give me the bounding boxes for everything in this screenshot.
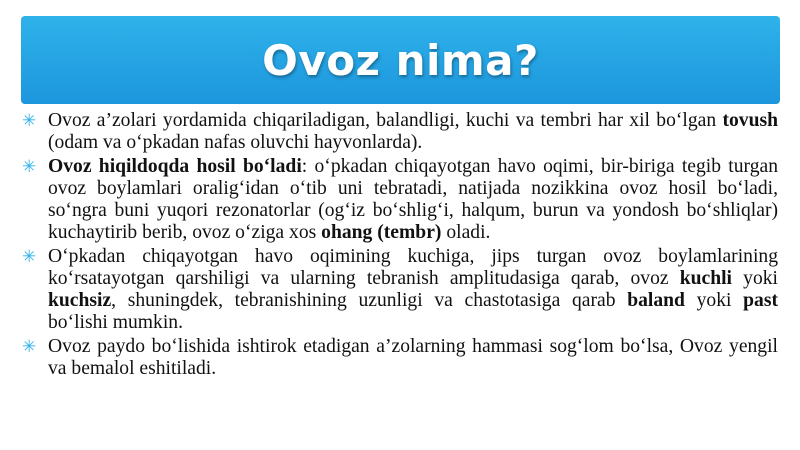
bold-term-baland: baland bbox=[627, 290, 685, 311]
bullet-item-1 bbox=[22, 110, 778, 154]
asterisk-bullet-icon: ✳ bbox=[22, 157, 37, 177]
bold-term-ohang: ohang (tembr) bbox=[321, 222, 442, 243]
bullet-text bbox=[48, 110, 778, 154]
bullet-list bbox=[22, 110, 778, 382]
text-segment: oladi. bbox=[441, 222, 491, 243]
text-segment: yoki bbox=[732, 268, 778, 289]
bullet-text bbox=[48, 156, 778, 244]
title-banner bbox=[21, 16, 780, 104]
bold-term-heading: Ovoz hiqildoqda hosil bo‘ladi bbox=[48, 156, 302, 177]
text-segment: (odam va o‘pkadan nafas oluvchi hayvonlarda). bbox=[48, 132, 423, 153]
bullet-text bbox=[48, 246, 778, 334]
bold-term-kuchsiz: kuchsiz bbox=[48, 290, 112, 311]
asterisk-bullet-icon: ✳ bbox=[22, 111, 37, 131]
bold-term-past: past bbox=[743, 290, 778, 311]
bullet-item-4 bbox=[22, 336, 778, 380]
text-segment: Ovoz paydo bo‘lishida ishtirok etadigan a’zolarning hammasi sog‘lom bo‘lsa, Ovoz yengil va bemalol eshitiladi. bbox=[48, 336, 778, 379]
text-segment: , shuningdek, tebranishining uzunligi va chastotasiga qarab bbox=[111, 290, 628, 311]
text-segment: Ovoz a’zolari yordamida chiqariladigan, balandligi, kuchi va tembri har xil bo‘lgan bbox=[48, 110, 723, 131]
asterisk-bullet-icon: ✳ bbox=[22, 247, 37, 267]
text-segment: yoki bbox=[684, 290, 744, 311]
bullet-item-2 bbox=[22, 156, 778, 244]
bold-term-kuchli: kuchli bbox=[679, 268, 732, 289]
text-segment: : o‘pkadan chiqayotgan havo oqimi, bir-biriga tegib turgan ovoz boylamlari oralig‘idan o‘tib uni tebratadi, natijada nozikkina ovoz hosil bo‘ladi, so‘ngra buni yuqori rezonatorlar (og‘iz bo‘shlig‘i, halqum, burun va yondosh bo‘shliqlar) kuchaytirib berib, ovoz o‘ziga xos bbox=[48, 156, 778, 243]
asterisk-bullet-icon: ✳ bbox=[22, 337, 37, 357]
bullet-text bbox=[48, 336, 778, 380]
bullet-item-3 bbox=[22, 246, 778, 334]
text-segment: bo‘lishi mumkin. bbox=[48, 312, 183, 333]
page-title: Ovoz nima? bbox=[262, 35, 539, 85]
text-segment: O‘pkadan chiqayotgan havo oqimining kuchiga, jips turgan ovoz boylamlarining ko‘rsatayotgan qarshiligi va ularning tebranish amplitudasiga qarab, ovoz bbox=[48, 246, 778, 289]
bold-term-tovush: tovush bbox=[722, 110, 778, 131]
